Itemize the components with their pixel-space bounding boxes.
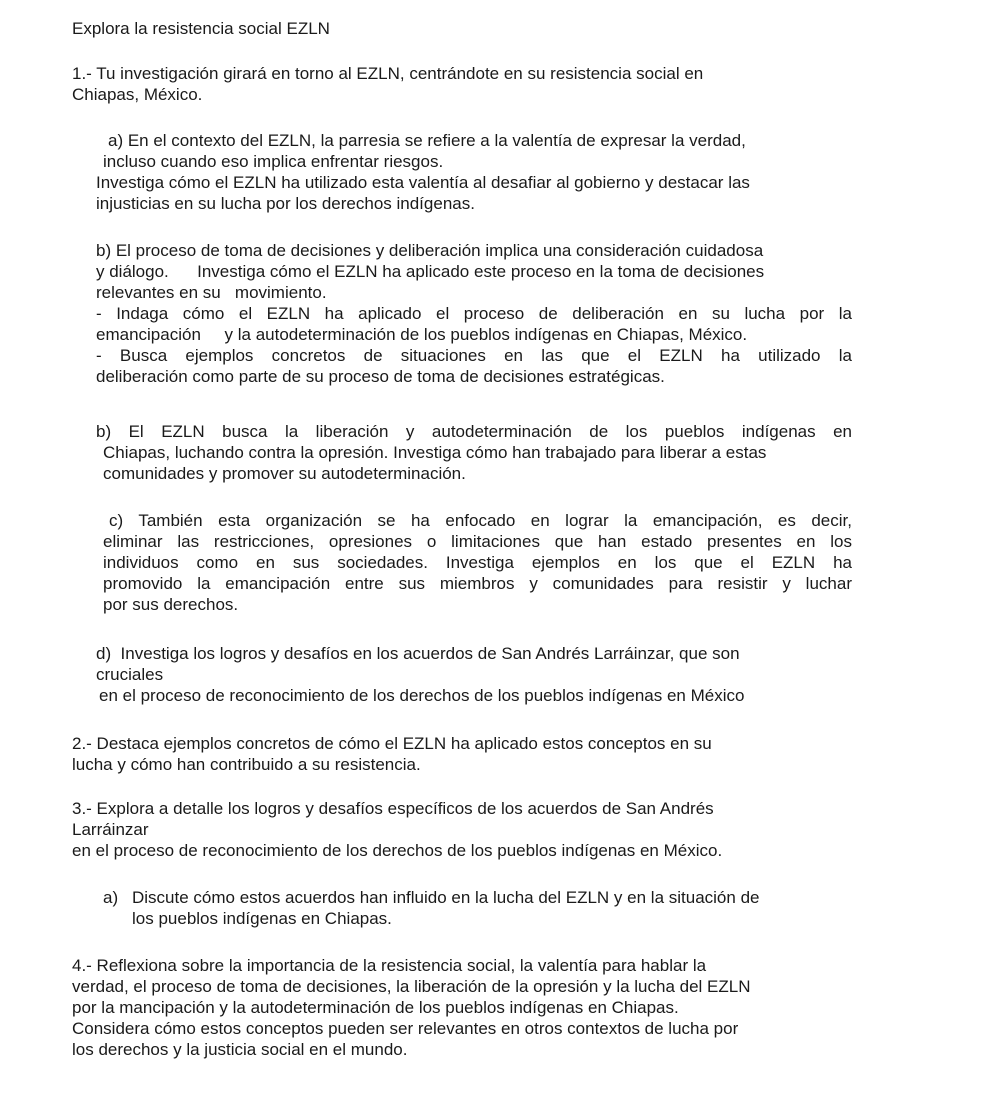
q1c-line-1: c) También esta organización se ha enfocado en lograr la emancipación, es decir,	[109, 511, 852, 530]
q1a-line-3: Investiga cómo el EZLN ha utilizado esta valentía al desafiar al gobierno y destacar las	[96, 173, 750, 192]
q2-line-1: 2.- Destaca ejemplos concretos de cómo el EZLN ha aplicado estos conceptos en su	[72, 734, 712, 753]
q4-line-2: verdad, el proceso de toma de decisiones, la liberación de la opresión y la lucha del EZLN	[72, 977, 751, 996]
q1c-line-3: individuos como en sus sociedades. Investiga ejemplos en los que el EZLN ha	[103, 553, 852, 572]
question-1a	[96, 130, 856, 214]
question-2	[72, 733, 892, 775]
q1d-line-3: en el proceso de reconocimiento de los derechos de los pueblos indígenas en México	[99, 686, 745, 705]
q3a-line-1: Discute cómo estos acuerdos han influido en la lucha del EZLN y en la situación de	[132, 888, 760, 907]
q1b-line-2: y diálogo. Investiga cómo el EZLN ha aplicado este proceso en la toma de decisiones	[96, 262, 765, 281]
q3a-marker: a)	[103, 888, 119, 907]
question-4	[72, 955, 892, 1060]
q4-line-5: los derechos y la justicia social en el mundo.	[72, 1040, 408, 1059]
title-text: Explora la resistencia social EZLN	[72, 19, 330, 38]
question-3a	[103, 887, 883, 929]
question-1d	[96, 643, 852, 706]
q1c-line-2: eliminar las restricciones, opresiones o limitaciones que han estado presentes en los	[103, 532, 852, 551]
q1a-line-4: injusticias en su lucha por los derechos indígenas.	[96, 194, 475, 213]
q3a-line-2: los pueblos indígenas en Chiapas.	[132, 909, 392, 928]
q1b-line-3: relevantes en su movimiento.	[96, 283, 327, 302]
q1c-line-5: por sus derechos.	[103, 595, 239, 614]
q1-line-2: Chiapas, México.	[72, 85, 203, 104]
q4-line-3: por la mancipación y la autodeterminación de los pueblos indígenas en Chiapas.	[72, 998, 679, 1017]
question-1	[72, 63, 892, 105]
q3-line-2: Larráinzar	[72, 820, 149, 839]
q1b-line-4: - Indaga cómo el EZLN ha aplicado el proceso de deliberación en su lucha por la	[96, 304, 852, 323]
q1b2-line-1: b) El EZLN busca la liberación y autodeterminación de los pueblos indígenas en	[96, 422, 852, 441]
q1a-line-1: a) En el contexto del EZLN, la parresia se refiere a la valentía de expresar la verdad,	[108, 131, 746, 150]
question-1c	[103, 510, 852, 615]
q3-line-3: en el proceso de reconocimiento de los derechos de los pueblos indígenas en México.	[72, 841, 723, 860]
q1-line-1: 1.- Tu investigación girará en torno al EZLN, centrándote en su resistencia social en	[72, 64, 704, 83]
q1b2-line-2: Chiapas, luchando contra la opresión. Investiga cómo han trabajado para liberar a estas	[103, 443, 767, 462]
q1d-line-2: cruciales	[96, 665, 164, 684]
q1a-line-2: incluso cuando eso implica enfrentar riesgos.	[103, 152, 444, 171]
q1c-line-4: promovido la emancipación entre sus miembros y comunidades para resistir y luchar	[103, 574, 852, 593]
q1b-line-5: emancipación y la autodeterminación de los pueblos indígenas en Chiapas, México.	[96, 325, 748, 344]
question-3	[72, 798, 892, 861]
q1d-line-1: d) Investiga los logros y desafíos en los acuerdos de San Andrés Larráinzar, que son	[96, 644, 740, 663]
q1b2-line-3: comunidades y promover su autodeterminación.	[103, 464, 466, 483]
q1b-line-6: - Busca ejemplos concretos de situaciones en las que el EZLN ha utilizado la	[96, 346, 852, 365]
q1b-line-1: b) El proceso de toma de decisiones y deliberación implica una consideración cuidadosa	[96, 241, 764, 260]
q3-line-1: 3.- Explora a detalle los logros y desafíos específicos de los acuerdos de San Andrés	[72, 799, 714, 818]
q4-line-4: Considera cómo estos conceptos pueden ser relevantes en otros contextos de lucha por	[72, 1019, 739, 1038]
q1b-line-7: deliberación como parte de su proceso de toma de decisiones estratégicas.	[96, 367, 665, 386]
q2-line-2: lucha y cómo han contribuido a su resistencia.	[72, 755, 421, 774]
question-1b-liberacion	[96, 421, 852, 484]
question-1b	[96, 240, 852, 387]
page-title	[72, 18, 892, 39]
q4-line-1: 4.- Reflexiona sobre la importancia de la resistencia social, la valentía para hablar la	[72, 956, 707, 975]
